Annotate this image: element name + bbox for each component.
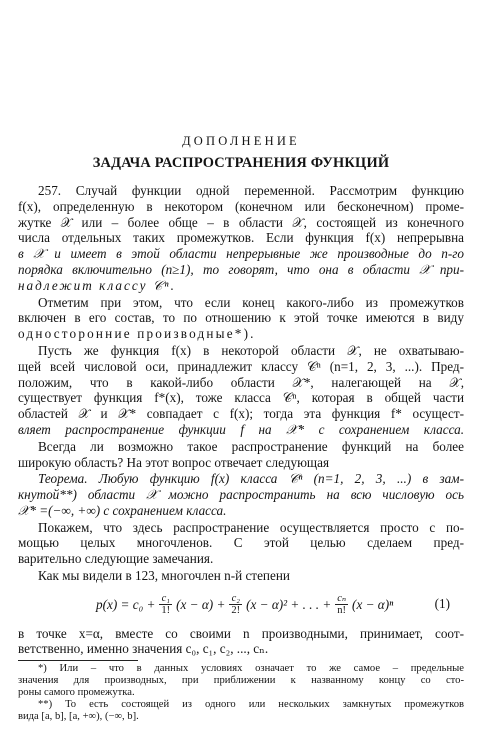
footnote-divider [18,660,138,661]
fraction [159,593,172,616]
text-line: вляет распространение функции f на 𝒳* с сохранением класса. [18,422,464,437]
text-line: щей всей числовой оси, принадлежит классу 𝒞ⁿ (n=1, 2, 3, ...). Пред- [18,359,464,374]
fraction-denominator: n! [337,604,347,616]
text-line: варительно следующие замечания. [18,551,214,566]
theorem-line: кнутой**) области 𝒳 можно распространить на всю числовую ось [18,487,464,502]
fraction [335,593,348,616]
text-line: широкую область? На этот вопрос отвечает следующая [18,455,330,470]
footnote-line: значения для производных, при приближении к названному концу со сто- [18,675,464,686]
theorem-line: 𝒳* =(−∞, +∞) с сохранением класса. [18,503,227,518]
page-title: ЗАДАЧА РАСПРОСТРАНЕНИЯ ФУНКЦИЙ [92,155,390,171]
formula-term: (x − α)² + . . . + [246,596,332,612]
text-line: 257. Случай функции одной переменной. Рассмотрим функцию [38,183,464,198]
footnote-line: вида [a, b], [a, +∞), (−∞, b]. [18,711,139,722]
text-line: односторонние производные*). [18,326,256,341]
formula-term: (x − α)ⁿ [352,596,394,612]
fraction [229,593,242,616]
fraction-denominator: 1! [161,604,171,616]
text-line: числа отдельных таких промежутков. Если функция f(x) непрерывна [18,230,464,245]
formula-term: (x − α) + [176,596,226,612]
text-line: мощью целых многочленов. С этой целью сделаем пред- [18,535,464,550]
text-line: жутке 𝒳 или – более обще – в области 𝒳, состоящей из конечного [18,215,464,230]
text-line: Отметим при этом, что если конец какого-либо из промежутков [38,295,464,310]
text-line: в 𝒳 и имеет в этой области непрерывные же производные до n-го [18,246,464,261]
formula-lhs: p(x) = c₀ + [96,596,156,612]
text-line: надлежит классу 𝒞ⁿ. [18,278,176,293]
text-line: Всегда ли возможно такое распространение функций на более [38,439,464,454]
theorem-line: Теорема. Любую функцию f(x) класса 𝒞ⁿ (n=1, 2, 3, ...) в зам- [38,471,464,486]
text-line: существует функция f*(x), тоже класса 𝒞ⁿ, которая в общей части [18,390,464,405]
text-line: Как мы видели в 123, многочлен n-й степени [38,568,290,583]
footnote-line: роны самого промежутка. [18,687,135,698]
fraction-denominator: 2! [231,604,241,616]
formula-taylor-polynomial [18,587,464,621]
fraction-numerator: c₂ [231,592,240,604]
text-line: включен в его состав, то по отношению к этой точке имеются в виду [18,310,464,325]
equation-number: (1) [434,596,450,611]
text-line: положим, что в какой-либо области 𝒳*, налегающей на 𝒳, [18,375,464,390]
text-line: порядка включительно (n≥1), то говорят, что она в области 𝒳 при- [18,262,464,277]
text-line: областей 𝒳 и 𝒳* совпадает с f(x); тогда эта функция f* осущест- [18,406,464,421]
text-line: Пусть же функция f(x) в некоторой области 𝒳, не охватываю- [38,343,464,358]
text-line: f(x), определенную в некотором (конечном или бесконечном) проме- [18,199,464,214]
fraction-numerator: c₁ [161,592,170,604]
fraction-numerator: cₙ [337,592,347,604]
text-line: в точке x=α, вместе со своими n производными, принимает, соот- [18,626,464,641]
section-heading: ДОПОЛНЕНИЕ [182,134,300,148]
footnote-line: *) Или – что в данных условиях означает то же самое – предельные [38,663,464,674]
footnote-line: **) То есть состоящей из одного или нескольких замкнутых промежутков [38,699,464,710]
text-line: ветственно, именно значения c₀, c₁, c₂, ..., cₙ. [18,641,269,656]
text-line: Покажем, что здесь распространение осуществляется просто с по- [38,520,464,535]
